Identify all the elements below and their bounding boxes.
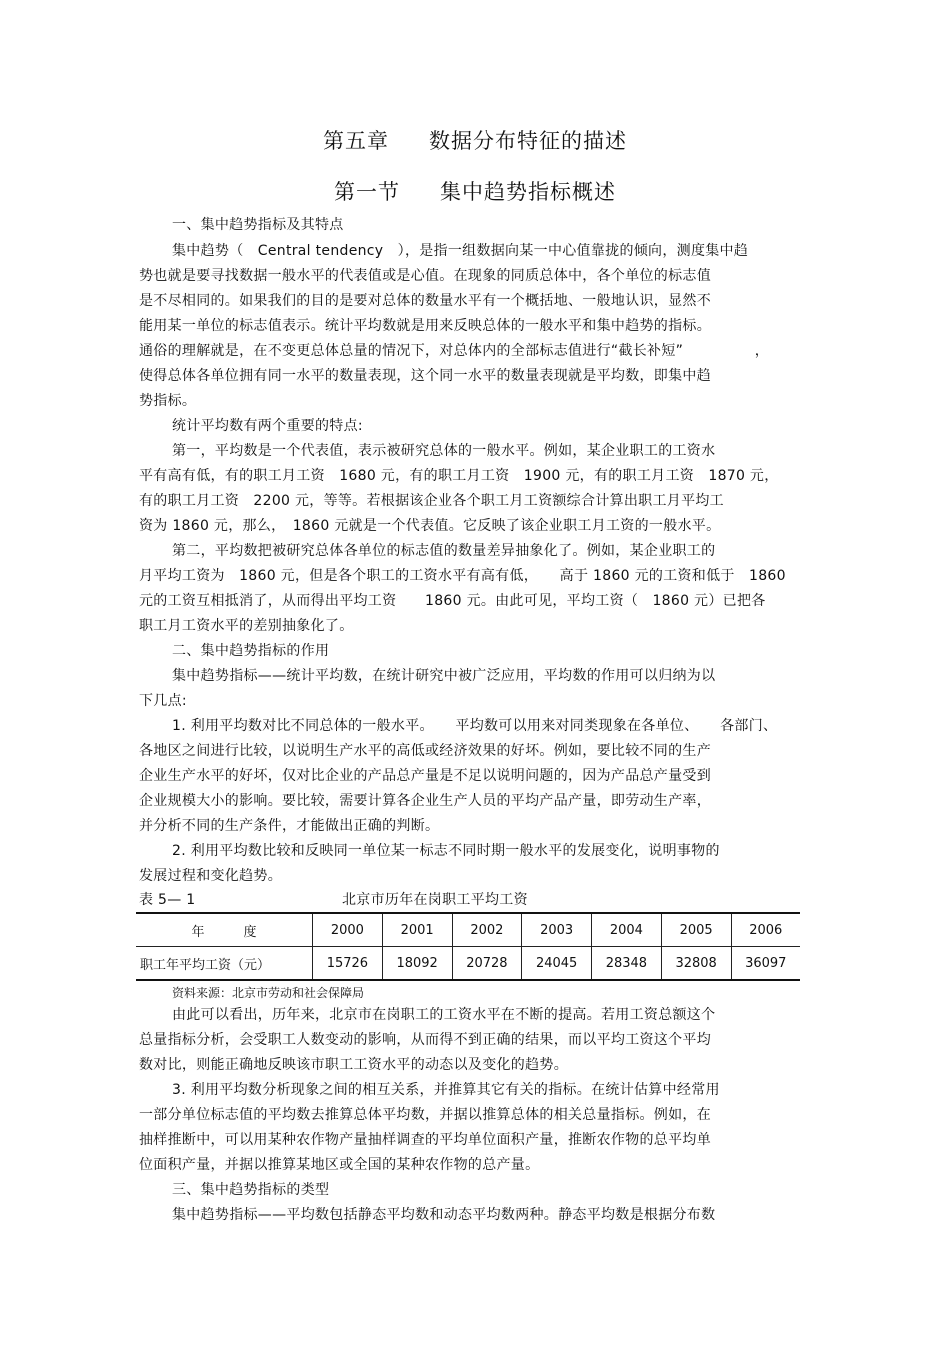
table-value-cell: 20728 (452, 947, 522, 981)
text-line: 发展过程和变化趋势。 (139, 868, 282, 884)
text-line: 职工月工资水平的差别抽象化了。 (139, 618, 354, 634)
table-header-label: 年 度 (136, 913, 313, 947)
text-line: 元的工资互相抵消了，从而得出平均工资 1860 元。由此可见，平均工资（ 1860 元）已把各 (139, 593, 766, 609)
text-line: 2. 利用平均数比较和反映同一单位某一标志不同时期一般水平的发展变化，说明事物的 (172, 843, 720, 859)
text-line: 各地区之间进行比较，以说明生产水平的高低或经济效果的好坏。例如，要比较不同的生产 (139, 743, 711, 759)
table-header-row (136, 913, 800, 947)
text-line: 3. 利用平均数分析现象之间的相互关系，并推算其它有关的指标。在统计估算中经常用 (172, 1082, 720, 1098)
table-value-cell: 28348 (592, 947, 662, 981)
table-value-cell: 18092 (382, 947, 452, 981)
text-line: 使得总体各单位拥有同一水平的数量表现，这个同一水平的数量表现就是平均数，即集中趋 (139, 368, 711, 384)
table-caption: 北京市历年在岗职工平均工资 (342, 892, 528, 908)
text-line: 企业规模大小的影响。要比较，需要计算各企业生产人员的平均产品产量，即劳动生产率， (139, 793, 711, 809)
text-line: 有的职工月工资 2200 元，等等。若根据该企业各个职工月工资额综合计算出职工月平均工 (139, 493, 724, 509)
text-line: 通俗的理解就是，在不变更总体总量的情况下，对总体内的全部标志值进行“截长补短” ， (139, 343, 770, 359)
chapter-title (0, 125, 950, 155)
text-line: 总量指标分析，会受职工人数变动的影响，从而得不到正确的结果，而以平均工资这个平均 (139, 1032, 711, 1048)
heading-2: 二、集中趋势指标的作用 (172, 643, 330, 659)
chapter-name: 数据分布特征的描述 (429, 129, 627, 153)
text-line: 势也就是要寻找数据一般水平的代表值或是心值。在现象的同质总体中，各个单位的标志值 (139, 268, 711, 284)
table-source: 资料来源：北京市劳动和社会保障局 (172, 986, 365, 1000)
text-line: 第一，平均数是一个代表值，表示被研究总体的一般水平。例如，某企业职工的工资水 (172, 443, 716, 459)
text-line: 能用某一单位的标志值表示。统计平均数就是用来反映总体的一般水平和集中趋势的指标。 (139, 318, 711, 334)
table-year-cell: 2000 (313, 913, 383, 947)
text-line: 平有高有低，有的职工月工资 1680 元，有的职工月工资 1900 元，有的职工月工资 1870 元， (139, 468, 779, 484)
heading-3: 三、集中趋势指标的类型 (172, 1182, 330, 1198)
table-year-cell: 2006 (731, 913, 800, 947)
chapter-number: 第五章 (323, 129, 389, 153)
text-line: 集中趋势指标——统计平均数，在统计研究中被广泛应用，平均数的作用可以归纳为以 (172, 668, 716, 684)
text-line: 下几点: (139, 693, 187, 709)
table-year-cell: 2003 (522, 913, 592, 947)
text-line: 集中趋势指标——平均数包括静态平均数和动态平均数两种。静态平均数是根据分布数 (172, 1207, 716, 1223)
text-line: 月平均工资为 1860 元，但是各个职工的工资水平有高有低， 高于 1860 元的工资和低于 1860 (139, 568, 786, 584)
table-year-cell: 2002 (452, 913, 522, 947)
text-line: 统计平均数有两个重要的特点: (172, 418, 363, 434)
table-year-cell: 2004 (592, 913, 662, 947)
text-line: 抽样推断中，可以用某种农作物产量抽样调查的平均单位面积产量，推断农作物的总平均单 (139, 1132, 711, 1148)
text-line: 是不尽相同的。如果我们的目的是要对总体的数量水平有一个概括地、一般地认识，显然不 (139, 293, 711, 309)
table-year-cell: 2001 (382, 913, 452, 947)
text-line: 企业生产水平的好坏，仅对比企业的产品总产量是不足以说明问题的，因为产品总产量受到 (139, 768, 711, 784)
text-line: 势指标。 (139, 393, 197, 409)
table-year-cell: 2005 (661, 913, 731, 947)
text-line: 1. 利用平均数对比不同总体的一般水平。 平均数可以用来对同类现象在各单位、 各部门、 (172, 718, 778, 734)
heading-1: 一、集中趋势指标及其特点 (172, 217, 344, 233)
section-number: 第一节 (334, 180, 400, 204)
wage-table (136, 912, 800, 981)
table-value-cell: 32808 (661, 947, 731, 981)
table-value-cell: 15726 (313, 947, 383, 981)
text-line: 并分析不同的生产条件，才能做出正确的判断。 (139, 818, 440, 834)
table-row (136, 947, 800, 981)
text-line: 位面积产量，并据以推算某地区或全国的某种农作物的总产量。 (139, 1157, 540, 1173)
table-value-cell: 24045 (522, 947, 592, 981)
section-name: 集中趋势指标概述 (440, 180, 616, 204)
table-row-label: 职工年平均工资（元） (136, 947, 313, 981)
text-line: 由此可以看出，历年来，北京市在岗职工的工资水平在不断的提高。若用工资总额这个 (172, 1007, 716, 1023)
section-title (0, 176, 950, 206)
text-line: 第二，平均数把被研究总体各单位的标志值的数量差异抽象化了。例如，某企业职工的 (172, 543, 716, 559)
text-line: 资为 1860 元，那么， 1860 元就是一个代表值。它反映了该企业职工月工资的一般水平。 (139, 518, 721, 534)
table-value-cell: 36097 (731, 947, 800, 981)
text-line: 数对比，则能正确地反映该市职工工资水平的动态以及变化的趋势。 (139, 1057, 568, 1073)
table-label: 表 5— 1 (139, 892, 196, 908)
text-line: 一部分单位标志值的平均数去推算总体平均数，并据以推算总体的相关总量指标。例如，在 (139, 1107, 711, 1123)
text-line: 集中趋势（ Central tendency ），是指一组数据向某一中心值靠拢的倾向，测度集中趋 (172, 243, 749, 259)
